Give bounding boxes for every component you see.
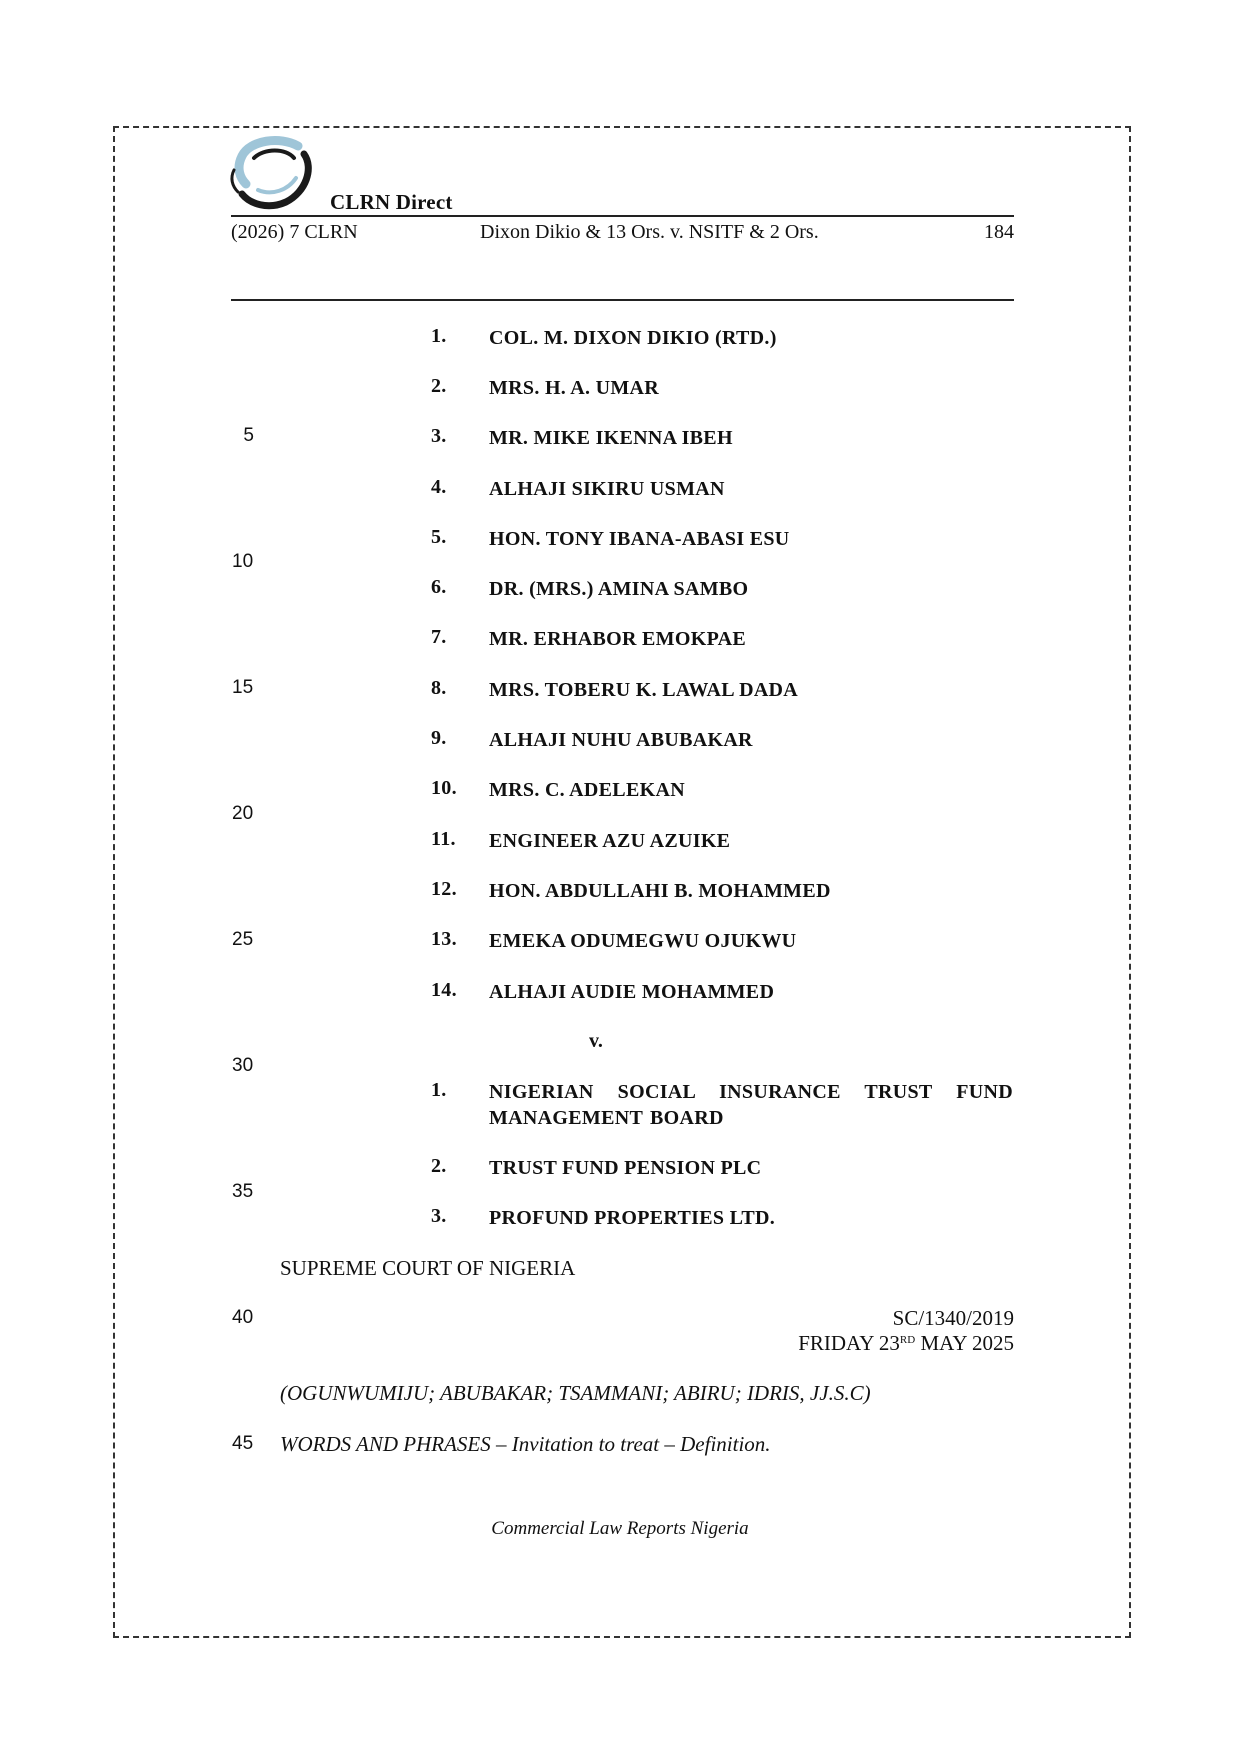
party-number: 1.: [431, 1079, 447, 1101]
party-number: 12.: [431, 878, 457, 900]
party-number: 3.: [431, 1205, 447, 1227]
party-name: PROFUND PROPERTIES LTD.: [489, 1207, 776, 1229]
party-name: NIGERIAN SOCIAL INSURANCE TRUST FUND MANAGEMENT BOARD: [489, 1081, 1013, 1129]
party-name: HON. TONY IBANA-ABASI ESU: [489, 528, 790, 550]
party-number: 3.: [431, 425, 447, 447]
case-running-title: Dixon Dikio & 13 Ors. v. NSITF & 2 Ors.: [480, 221, 819, 243]
date-ordinal: RD: [899, 1334, 916, 1346]
party-number: 8.: [431, 677, 447, 699]
header-rule-bottom: [231, 299, 1014, 301]
line-number: 10: [232, 551, 254, 572]
line-number: 5: [243, 425, 254, 446]
page-footer: Commercial Law Reports Nigeria: [491, 1518, 749, 1539]
party-name: MR. MIKE IKENNA IBEH: [489, 427, 733, 449]
line-number: 25: [232, 929, 254, 950]
party-number: 13.: [431, 928, 457, 950]
party-name: MR. ERHABOR EMOKPAE: [489, 628, 746, 650]
party-name: TRUST FUND PENSION PLC: [489, 1157, 762, 1179]
party-number: 7.: [431, 626, 447, 648]
party-name: EMEKA ODUMEGWU OJUKWU: [489, 930, 797, 952]
date-prefix: FRIDAY 23: [798, 1331, 900, 1355]
party-name: HON. ABDULLAHI B. MOHAMMED: [489, 880, 831, 902]
party-number: 2.: [431, 375, 447, 397]
party-name: MRS. TOBERU K. LAWAL DADA: [489, 679, 799, 701]
party-number: 1.: [431, 325, 447, 347]
line-number: 15: [232, 677, 254, 698]
party-name: ENGINEER AZU AZUIKE: [489, 830, 731, 852]
party-name: ALHAJI AUDIE MOHAMMED: [489, 981, 775, 1003]
party-number: 2.: [431, 1155, 447, 1177]
judgment-date: [798, 1331, 1014, 1356]
party-name: ALHAJI SIKIRU USMAN: [489, 478, 725, 500]
party-number: 14.: [431, 979, 457, 1001]
line-number: 30: [232, 1055, 254, 1076]
party-name: MRS. H. A. UMAR: [489, 377, 660, 399]
party-name: ALHAJI NUHU ABUBAKAR: [489, 729, 753, 751]
party-name: MRS. C. ADELEKAN: [489, 779, 685, 801]
party-number: 5.: [431, 526, 447, 548]
catchword-heading: WORDS AND PHRASES – Invitation to treat – Definition.: [280, 1432, 771, 1456]
line-number: 40: [232, 1307, 254, 1328]
line-number: 35: [232, 1181, 254, 1202]
coram-judges: (OGUNWUMIJU; ABUBAKAR; TSAMMANI; ABIRU; IDRIS, JJ.S.C): [280, 1381, 871, 1405]
party-name: DR. (MRS.) AMINA SAMBO: [489, 578, 749, 600]
party-name: COL. M. DIXON DIKIO (RTD.): [489, 327, 777, 349]
report-citation: (2026) 7 CLRN: [231, 221, 358, 243]
page-number: 184: [984, 221, 1014, 243]
header-rule-top: [231, 215, 1014, 217]
party-number: 11.: [431, 828, 456, 850]
clrn-logo: [228, 134, 316, 216]
date-suffix: MAY 2025: [915, 1331, 1014, 1355]
line-number: 45: [232, 1433, 254, 1454]
party-number: 4.: [431, 476, 447, 498]
court-name: SUPREME COURT OF NIGERIA: [280, 1256, 576, 1280]
case-number: SC/1340/2019: [892, 1306, 1014, 1330]
versus-label: v.: [589, 1030, 603, 1052]
party-number: 9.: [431, 727, 447, 749]
party-number: 6.: [431, 576, 447, 598]
line-number: 20: [232, 803, 254, 824]
brand-name: CLRN Direct: [330, 190, 453, 214]
party-number: 10.: [431, 777, 457, 799]
